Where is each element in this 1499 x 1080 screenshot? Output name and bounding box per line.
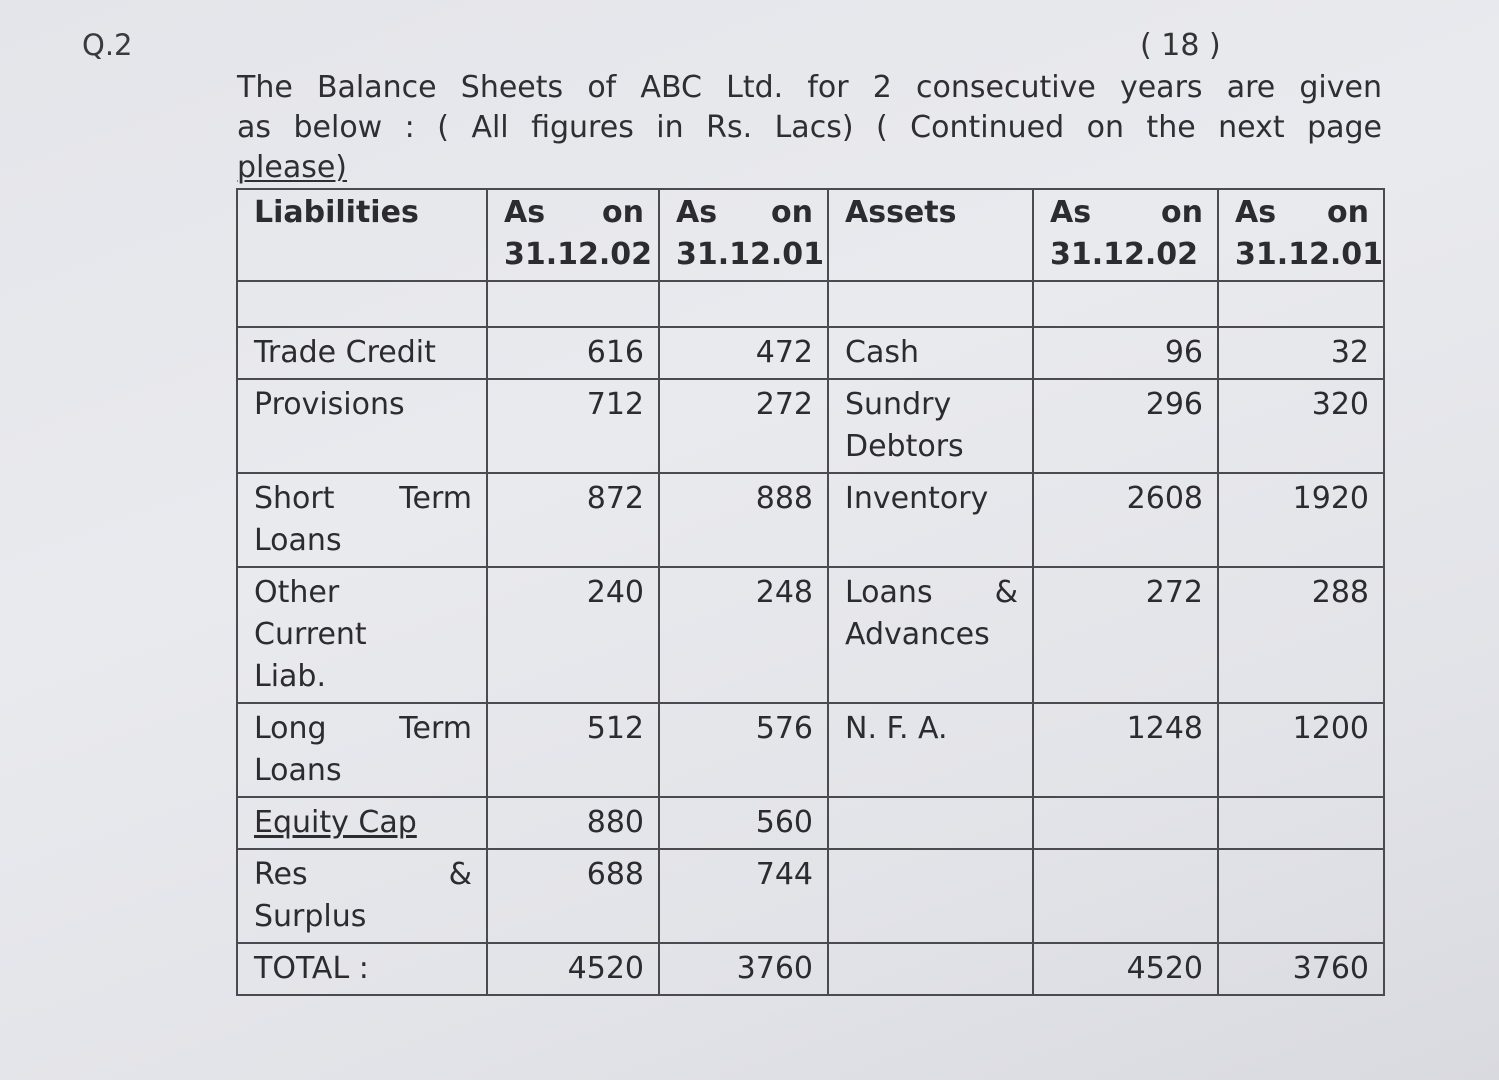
question-text-line-3: please)	[237, 150, 348, 185]
asset-value-2002: 96	[1033, 327, 1218, 379]
asset-label	[828, 849, 1033, 943]
liability-value-2001: 272	[659, 379, 828, 473]
liability-label: Short Term Loans	[237, 473, 487, 567]
header-as: As	[1235, 195, 1277, 230]
header-liabilities-2001	[659, 189, 828, 281]
liability-label: Provisions	[237, 379, 487, 473]
header-date: 31.12.01	[1235, 237, 1384, 272]
header-assets-2001	[1218, 189, 1384, 281]
asset-value-2002	[1033, 797, 1218, 849]
total-row	[237, 943, 1384, 995]
liability-value-2002: 880	[487, 797, 659, 849]
liability-label: Equity Cap	[237, 797, 487, 849]
question-marks: ( 18 )	[1140, 28, 1221, 63]
question-number: Q.2	[82, 28, 133, 62]
asset-value-2001	[1218, 849, 1384, 943]
header-liabilities: Liabilities	[237, 189, 487, 281]
total-label: TOTAL :	[237, 943, 487, 995]
asset-label: Cash	[828, 327, 1033, 379]
table-row	[237, 379, 1384, 473]
total-assets-2002: 4520	[1033, 943, 1218, 995]
header-assets: Assets	[828, 189, 1033, 281]
asset-value-2001: 320	[1218, 379, 1384, 473]
liability-value-2002: 616	[487, 327, 659, 379]
table-row	[237, 797, 1384, 849]
header-as: As	[676, 195, 718, 230]
asset-value-2001	[1218, 797, 1384, 849]
table-row	[237, 567, 1384, 703]
total-assets-2001: 3760	[1218, 943, 1384, 995]
question-text-line-1: The Balance Sheets of ABC Ltd. for 2 consecutive years are given	[237, 70, 1382, 105]
asset-value-2002: 296	[1033, 379, 1218, 473]
header-as: As	[1050, 195, 1092, 230]
liability-value-2001: 248	[659, 567, 828, 703]
asset-label	[828, 797, 1033, 849]
total-liabilities-2001: 3760	[659, 943, 828, 995]
asset-value-2002: 1248	[1033, 703, 1218, 797]
header-as: As	[504, 195, 546, 230]
liability-value-2001: 576	[659, 703, 828, 797]
blank-row	[237, 281, 1384, 327]
asset-value-2001: 1200	[1218, 703, 1384, 797]
liability-value-2001: 560	[659, 797, 828, 849]
liability-label: Trade Credit	[237, 327, 487, 379]
asset-label: N. F. A.	[828, 703, 1033, 797]
question-text-line-2: as below : ( All figures in Rs. Lacs) ( Continued on the next page	[237, 110, 1382, 145]
header-liabilities-2002	[487, 189, 659, 281]
total-liabilities-2002: 4520	[487, 943, 659, 995]
liability-value-2001: 744	[659, 849, 828, 943]
header-on: on	[771, 195, 813, 230]
question-text	[237, 68, 1382, 188]
liability-label: Res & Surplus	[237, 849, 487, 943]
asset-value-2002: 2608	[1033, 473, 1218, 567]
header-date: 31.12.02	[504, 237, 653, 272]
table-header-row	[237, 189, 1384, 281]
liability-label: Long Term Loans	[237, 703, 487, 797]
asset-value-2001: 32	[1218, 327, 1384, 379]
table-row	[237, 849, 1384, 943]
table-row	[237, 703, 1384, 797]
header-on: on	[602, 195, 644, 230]
asset-value-2001: 1920	[1218, 473, 1384, 567]
liability-value-2001: 472	[659, 327, 828, 379]
table-row	[237, 327, 1384, 379]
asset-label: Sundry Debtors	[828, 379, 1033, 473]
total-asset-label	[828, 943, 1033, 995]
asset-value-2001: 288	[1218, 567, 1384, 703]
liability-value-2002: 688	[487, 849, 659, 943]
table-row	[237, 473, 1384, 567]
header-assets-2002	[1033, 189, 1218, 281]
liability-value-2001: 888	[659, 473, 828, 567]
header-on: on	[1327, 195, 1369, 230]
liability-value-2002: 712	[487, 379, 659, 473]
balance-sheet-table	[236, 188, 1385, 996]
header-date: 31.12.01	[676, 237, 825, 272]
asset-value-2002: 272	[1033, 567, 1218, 703]
header-on: on	[1161, 195, 1203, 230]
asset-value-2002	[1033, 849, 1218, 943]
liability-value-2002: 872	[487, 473, 659, 567]
liability-label: Other Current Liab.	[237, 567, 487, 703]
asset-label: Inventory	[828, 473, 1033, 567]
asset-label: Loans & Advances	[828, 567, 1033, 703]
liability-value-2002: 512	[487, 703, 659, 797]
header-date: 31.12.02	[1050, 237, 1199, 272]
liability-value-2002: 240	[487, 567, 659, 703]
